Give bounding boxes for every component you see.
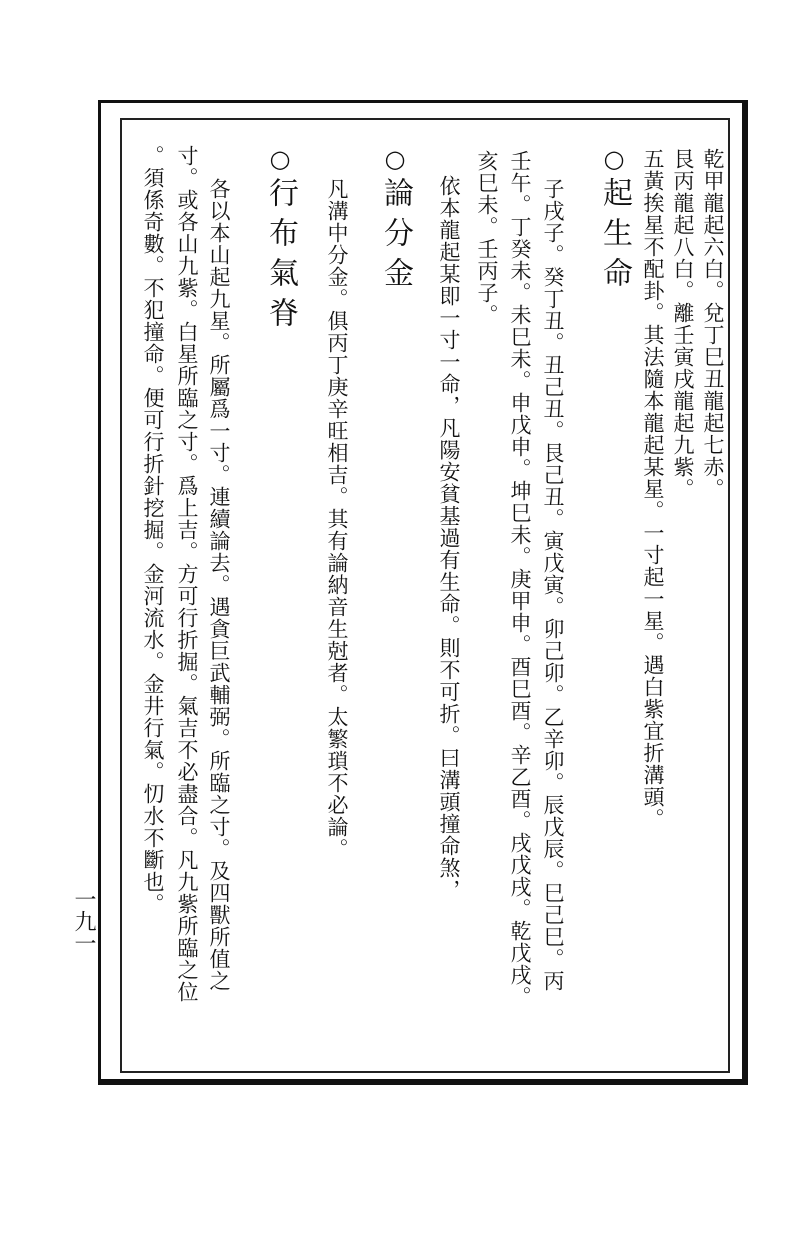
heading-circle: ○ [266,145,294,177]
section-heading-lun-fen-jin [377,145,413,297]
text-column-5: 壬午。丁癸未。未巳未。申戊申。坤巳未。庚甲申。酉巳酉。辛乙酉。戌戊戌。乾戊戌。 [508,150,532,1008]
heading-text: 起生命 [597,177,632,297]
text-column-8: 凡溝中分金。俱丙丁庚辛旺相吉。其有論納音生尅者。太繁瑣不必論。 [325,178,349,860]
text-column-10: 寸。或各山九紫。白星所臨之寸。爲上吉。方可行折掘。氣吉不必盡合。凡九紫所臨之位 [175,145,199,1003]
text-column-3: 五黃挨星不配卦。其法隨本龍起某星。一寸起一星。遇白紫宜折溝頭。 [641,148,665,830]
text-column-1: 乾甲龍起六白。兌丁巳丑龍起七赤。 [701,148,725,500]
heading-text: 論分金 [378,177,413,297]
text-column-2: 艮丙龍起八白。離壬寅戌龍起九紫。 [671,148,695,500]
heading-text: 行布氣脊 [263,177,298,337]
heading-circle: ○ [381,145,409,177]
page-number: 一九一 [71,888,96,954]
text-column-7: 依本龍起某即一寸一命，凡陽安貧基過有生命。則不可折。曰溝頭撞命煞， [437,175,461,901]
section-heading-qi-sheng-ming [596,145,632,297]
text-column-4: 子戌子。癸丁丑。丑己丑。艮己丑。寅戊寅。卯己卯。乙辛卯。辰戊辰。巳己巳。丙 [541,178,565,992]
text-column-6: 亥巳未。壬丙子。 [475,150,499,326]
text-column-9: 各以本山起九星。所屬爲一寸。連續論去。遇貪巨武輔弼。所臨之寸。及四獸所值之 [207,178,231,992]
heading-circle: ○ [600,145,628,177]
section-heading-xing-bu-qi-ji [262,145,298,337]
text-column-11: 。須係奇數。不犯撞命。便可行折針挖掘。金河流水。金井行氣。忉水不斷也。 [141,145,165,915]
